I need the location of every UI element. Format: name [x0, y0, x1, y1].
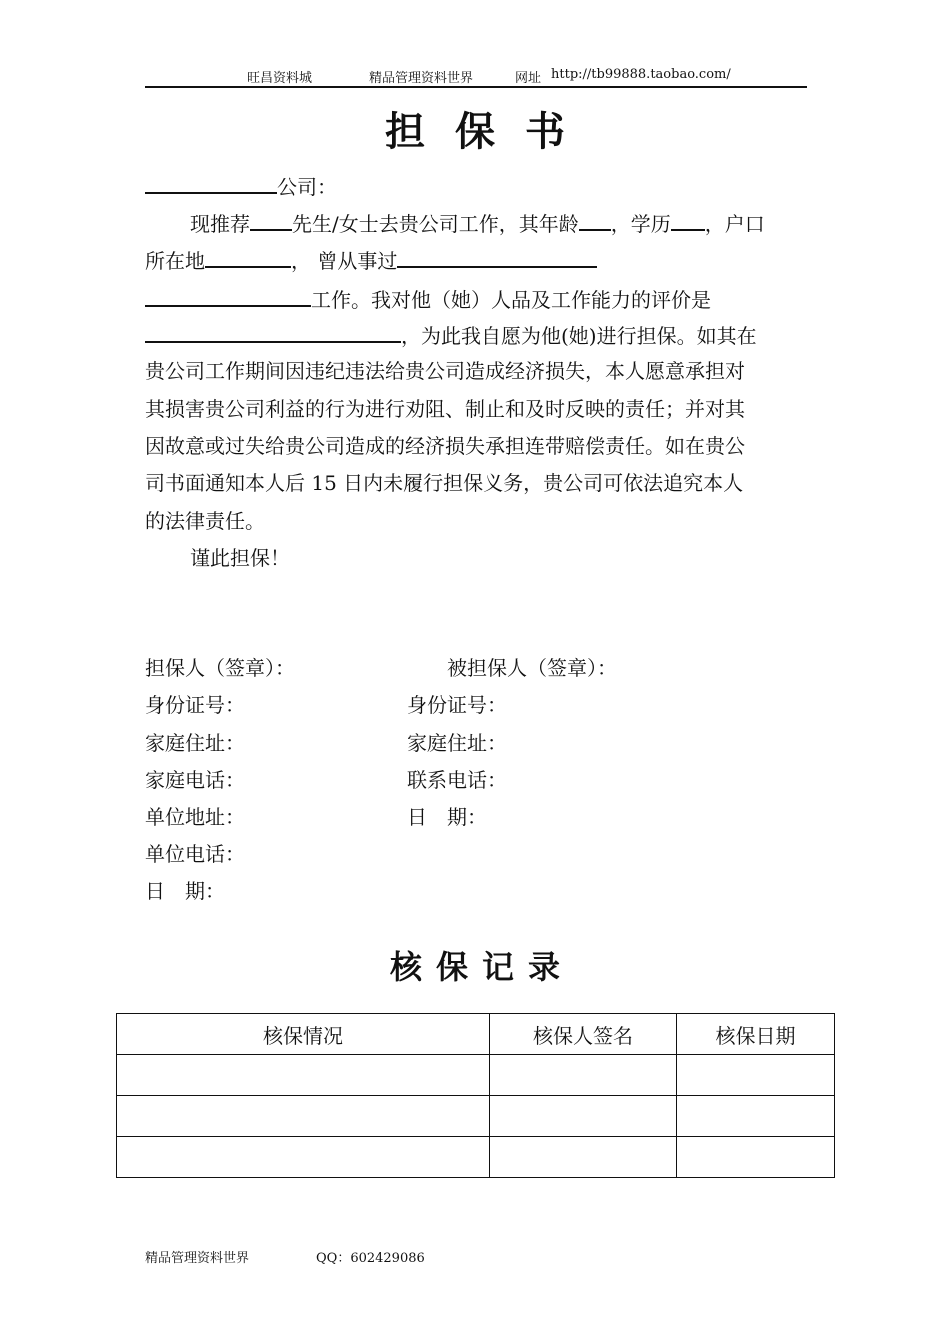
company-blank[interactable] [145, 172, 277, 194]
table-cell[interactable] [117, 1055, 490, 1096]
header-url-label: 网址 [515, 71, 542, 86]
experience-blank-2[interactable] [145, 285, 311, 307]
guarantor-id: 身份证号： [145, 693, 245, 717]
age-blank[interactable] [579, 209, 611, 231]
guaranteed-id: 身份证号： [407, 693, 507, 717]
table-cell[interactable] [490, 1055, 677, 1096]
evaluation-blank[interactable] [145, 321, 401, 343]
record-title: 核保记录 [389, 948, 574, 986]
paragraph-line-6: 其损害贵公司利益的行为进行劝阻、制止和及时反映的责任；并对其 [145, 397, 745, 421]
table-cell[interactable] [117, 1137, 490, 1178]
salutation-line [145, 172, 337, 200]
closing: 谨此担保！ [190, 546, 290, 570]
header-shop: 旺昌资料城 [247, 71, 313, 86]
guarantor-title: 担保人（签章）： [145, 656, 295, 680]
guarantor-date: 日 期： [145, 879, 225, 903]
page-header [145, 64, 807, 88]
guaranteed-date: 日 期： [407, 805, 487, 829]
paragraph-line-4: ，为此我自愿为他(她)进行担保。如其在 [145, 321, 757, 349]
table-cell[interactable] [677, 1137, 835, 1178]
paragraph-line-1: 现推荐 先生/女士去贵公司工作，其年龄 ，学历 ，户口 [190, 209, 765, 237]
record-table [116, 1013, 835, 1178]
table-cell[interactable] [117, 1096, 490, 1137]
paragraph-line-7: 因故意或过失给贵公司造成的经济损失承担连带赔偿责任。如在贵公 [145, 434, 745, 458]
paragraph-line-2: 所在地 ， 曾从事过 [145, 246, 597, 274]
header-brand: 精品管理资料世界 [369, 71, 474, 86]
table-cell[interactable] [677, 1096, 835, 1137]
column-header: 核保人签名 [490, 1014, 677, 1055]
header-url[interactable]: http://tb99888.taobao.com/ [551, 67, 731, 82]
table-row [117, 1055, 835, 1096]
table-row [117, 1096, 835, 1137]
name-blank[interactable] [250, 209, 292, 231]
table-cell[interactable] [490, 1137, 677, 1178]
footer-brand: 精品管理资料世界 [145, 1251, 250, 1266]
guaranteed-address: 家庭住址： [407, 731, 507, 755]
guarantor-address: 家庭住址： [145, 731, 245, 755]
experience-blank[interactable] [397, 246, 597, 268]
guarantor-phone: 家庭电话： [145, 768, 245, 792]
paragraph-line-5: 贵公司工作期间因违纪违法给贵公司造成经济损失，本人愿意承担对 [145, 359, 745, 383]
paragraph-line-3: 工作。我对他（她）人品及工作能力的评价是 [145, 285, 711, 313]
column-header: 核保日期 [677, 1014, 835, 1055]
guarantor-work-phone: 单位电话： [145, 842, 245, 866]
guarantor-work-address: 单位地址： [145, 805, 245, 829]
salutation: 公司： [277, 175, 337, 199]
document-title: 担保书 [385, 109, 595, 155]
paragraph-line-8: 司书面通知本人后 15 日内未履行担保义务，贵公司可依法追究本人 [145, 471, 744, 495]
residence-blank[interactable] [205, 246, 291, 268]
table-header-row [117, 1014, 835, 1055]
table-row [117, 1137, 835, 1178]
guaranteed-title: 被担保人（签章）： [447, 656, 617, 680]
paragraph-line-9: 的法律责任。 [145, 509, 265, 533]
table-cell[interactable] [490, 1096, 677, 1137]
footer-qq: QQ：602429086 [316, 1251, 425, 1266]
guaranteed-phone: 联系电话： [407, 768, 507, 792]
education-blank[interactable] [671, 209, 705, 231]
column-header: 核保情况 [117, 1014, 490, 1055]
table-cell[interactable] [677, 1055, 835, 1096]
